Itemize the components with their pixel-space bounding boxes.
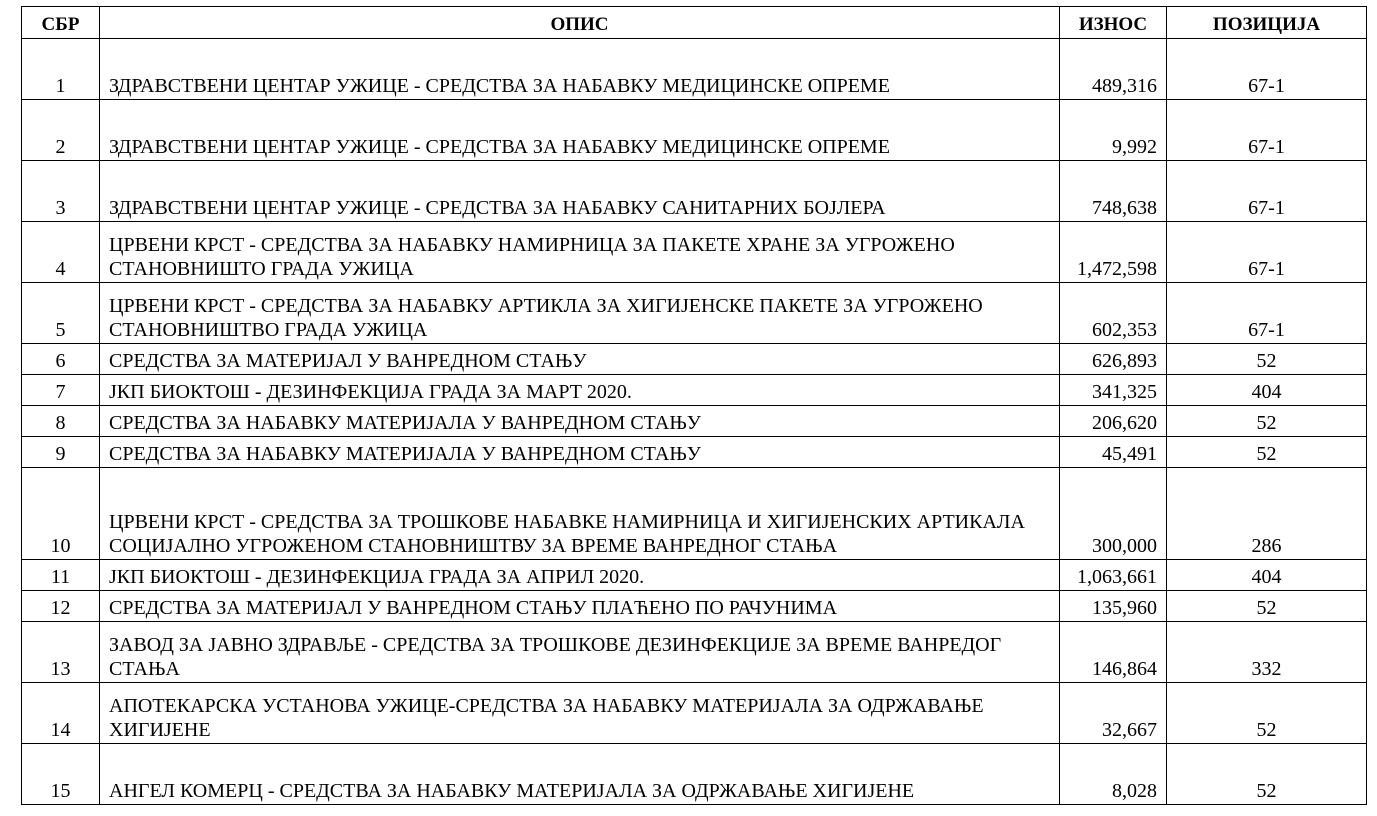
cell-iznos: 8,028 — [1060, 744, 1167, 805]
table-row — [22, 222, 1367, 283]
cell-iznos: 489,316 — [1060, 39, 1167, 100]
cell-iznos: 135,960 — [1060, 591, 1167, 622]
cell-opis: АНГЕЛ КОМЕРЦ - СРЕДСТВА ЗА НАБАВКУ МАТЕРИЈАЛА ЗА ОДРЖАВАЊЕ ХИГИЈЕНЕ — [100, 744, 1060, 805]
cell-sbr: 15 — [22, 744, 100, 805]
cell-sbr: 8 — [22, 406, 100, 437]
cell-opis: ЗДРАВСТВЕНИ ЦЕНТАР УЖИЦЕ - СРЕДСТВА ЗА НАБАВКУ МЕДИЦИНСКЕ ОПРЕМЕ — [100, 100, 1060, 161]
cell-iznos: 341,325 — [1060, 375, 1167, 406]
cell-iznos: 626,893 — [1060, 344, 1167, 375]
cell-opis: ЈКП БИОКТОШ - ДЕЗИНФЕКЦИЈА ГРАДА ЗА МАРТ 2020. — [100, 375, 1060, 406]
cell-sbr: 14 — [22, 683, 100, 744]
cell-iznos: 45,491 — [1060, 437, 1167, 468]
table-row — [22, 744, 1367, 805]
cell-opis: ЈКП БИОКТОШ - ДЕЗИНФЕКЦИЈА ГРАДА ЗА АПРИЛ 2020. — [100, 560, 1060, 591]
cell-opis: ЗДРАВСТВЕНИ ЦЕНТАР УЖИЦЕ - СРЕДСТВА ЗА НАБАВКУ МЕДИЦИНСКЕ ОПРЕМЕ — [100, 39, 1060, 100]
table-header-row — [22, 7, 1367, 39]
cell-opis: ЦРВЕНИ КРСТ - СРЕДСТВА ЗА ТРОШКОВЕ НАБАВКЕ НАМИРНИЦА И ХИГИЈЕНСКИХ АРТИКАЛА СОЦИЈАЛНО УГРОЖЕНОМ СТАНОВНИШТВУ ЗА ВРЕМЕ ВАНРЕДНОГ СТАЊА — [100, 468, 1060, 560]
cell-pozicija: 404 — [1167, 375, 1367, 406]
cell-pozicija: 52 — [1167, 591, 1367, 622]
cell-pozicija: 67-1 — [1167, 100, 1367, 161]
cell-pozicija: 52 — [1167, 344, 1367, 375]
cell-pozicija: 67-1 — [1167, 39, 1367, 100]
cell-sbr: 4 — [22, 222, 100, 283]
cell-iznos: 748,638 — [1060, 161, 1167, 222]
cell-pozicija: 52 — [1167, 437, 1367, 468]
cell-opis: ЦРВЕНИ КРСТ - СРЕДСТВА ЗА НАБАВКУ НАМИРНИЦА ЗА ПАКЕТЕ ХРАНЕ ЗА УГРОЖЕНО СТАНОВНИШТО ГРАДА УЖИЦА — [100, 222, 1060, 283]
cell-sbr: 5 — [22, 283, 100, 344]
cell-iznos: 146,864 — [1060, 622, 1167, 683]
cell-sbr: 3 — [22, 161, 100, 222]
cell-sbr: 9 — [22, 437, 100, 468]
cell-opis: СРЕДСТВА ЗА НАБАВКУ МАТЕРИЈАЛА У ВАНРЕДНОМ СТАЊУ — [100, 406, 1060, 437]
cell-sbr: 10 — [22, 468, 100, 560]
cell-pozicija: 52 — [1167, 406, 1367, 437]
cell-opis: СРЕДСТВА ЗА МАТЕРИЈАЛ У ВАНРЕДНОМ СТАЊУ ПЛАЋЕНО ПО РАЧУНИМА — [100, 591, 1060, 622]
cell-opis: ЗДРАВСТВЕНИ ЦЕНТАР УЖИЦЕ - СРЕДСТВА ЗА НАБАВКУ САНИТАРНИХ БОЈЛЕРА — [100, 161, 1060, 222]
cell-pozicija: 52 — [1167, 744, 1367, 805]
table-row — [22, 283, 1367, 344]
table-row — [22, 591, 1367, 622]
cell-opis: СРЕДСТВА ЗА МАТЕРИЈАЛ У ВАНРЕДНОМ СТАЊУ — [100, 344, 1060, 375]
expenditure-table — [21, 6, 1367, 805]
cell-pozicija: 286 — [1167, 468, 1367, 560]
table-row — [22, 39, 1367, 100]
cell-iznos: 1,063,661 — [1060, 560, 1167, 591]
cell-pozicija: 52 — [1167, 683, 1367, 744]
cell-opis: СРЕДСТВА ЗА НАБАВКУ МАТЕРИЈАЛА У ВАНРЕДНОМ СТАЊУ — [100, 437, 1060, 468]
cell-sbr: 6 — [22, 344, 100, 375]
table-row — [22, 406, 1367, 437]
cell-sbr: 7 — [22, 375, 100, 406]
cell-pozicija: 404 — [1167, 560, 1367, 591]
cell-iznos: 300,000 — [1060, 468, 1167, 560]
header-sbr: СБР — [22, 7, 100, 39]
header-pozicija: ПОЗИЦИЈА — [1167, 7, 1367, 39]
cell-iznos: 1,472,598 — [1060, 222, 1167, 283]
table-row — [22, 560, 1367, 591]
cell-sbr: 13 — [22, 622, 100, 683]
cell-opis: ЗАВОД ЗА ЈАВНО ЗДРАВЉЕ - СРЕДСТВА ЗА ТРОШКОВЕ ДЕЗИНФЕКЦИЈЕ ЗА ВРЕМЕ ВАНРЕДОГ СТАЊА — [100, 622, 1060, 683]
table-row — [22, 437, 1367, 468]
table-row — [22, 161, 1367, 222]
table-row — [22, 344, 1367, 375]
cell-iznos: 9,992 — [1060, 100, 1167, 161]
table-row — [22, 375, 1367, 406]
cell-pozicija: 67-1 — [1167, 161, 1367, 222]
cell-sbr: 1 — [22, 39, 100, 100]
cell-opis: АПОТЕКАРСКА УСТАНОВА УЖИЦЕ-СРЕДСТВА ЗА НАБАВКУ МАТЕРИЈАЛА ЗА ОДРЖАВАЊЕ ХИГИЈЕНЕ — [100, 683, 1060, 744]
cell-sbr: 2 — [22, 100, 100, 161]
cell-pozicija: 332 — [1167, 622, 1367, 683]
header-opis: ОПИС — [100, 7, 1060, 39]
cell-sbr: 11 — [22, 560, 100, 591]
header-iznos: ИЗНОС — [1060, 7, 1167, 39]
cell-iznos: 602,353 — [1060, 283, 1167, 344]
cell-opis: ЦРВЕНИ КРСТ - СРЕДСТВА ЗА НАБАВКУ АРТИКЛА ЗА ХИГИЈЕНСКЕ ПАКЕТЕ ЗА УГРОЖЕНО СТАНОВНИШТВО ГРАДА УЖИЦА — [100, 283, 1060, 344]
table-row — [22, 468, 1367, 560]
cell-pozicija: 67-1 — [1167, 222, 1367, 283]
cell-pozicija: 67-1 — [1167, 283, 1367, 344]
cell-iznos: 32,667 — [1060, 683, 1167, 744]
table-row — [22, 683, 1367, 744]
table-row — [22, 100, 1367, 161]
cell-sbr: 12 — [22, 591, 100, 622]
cell-iznos: 206,620 — [1060, 406, 1167, 437]
table-row — [22, 622, 1367, 683]
